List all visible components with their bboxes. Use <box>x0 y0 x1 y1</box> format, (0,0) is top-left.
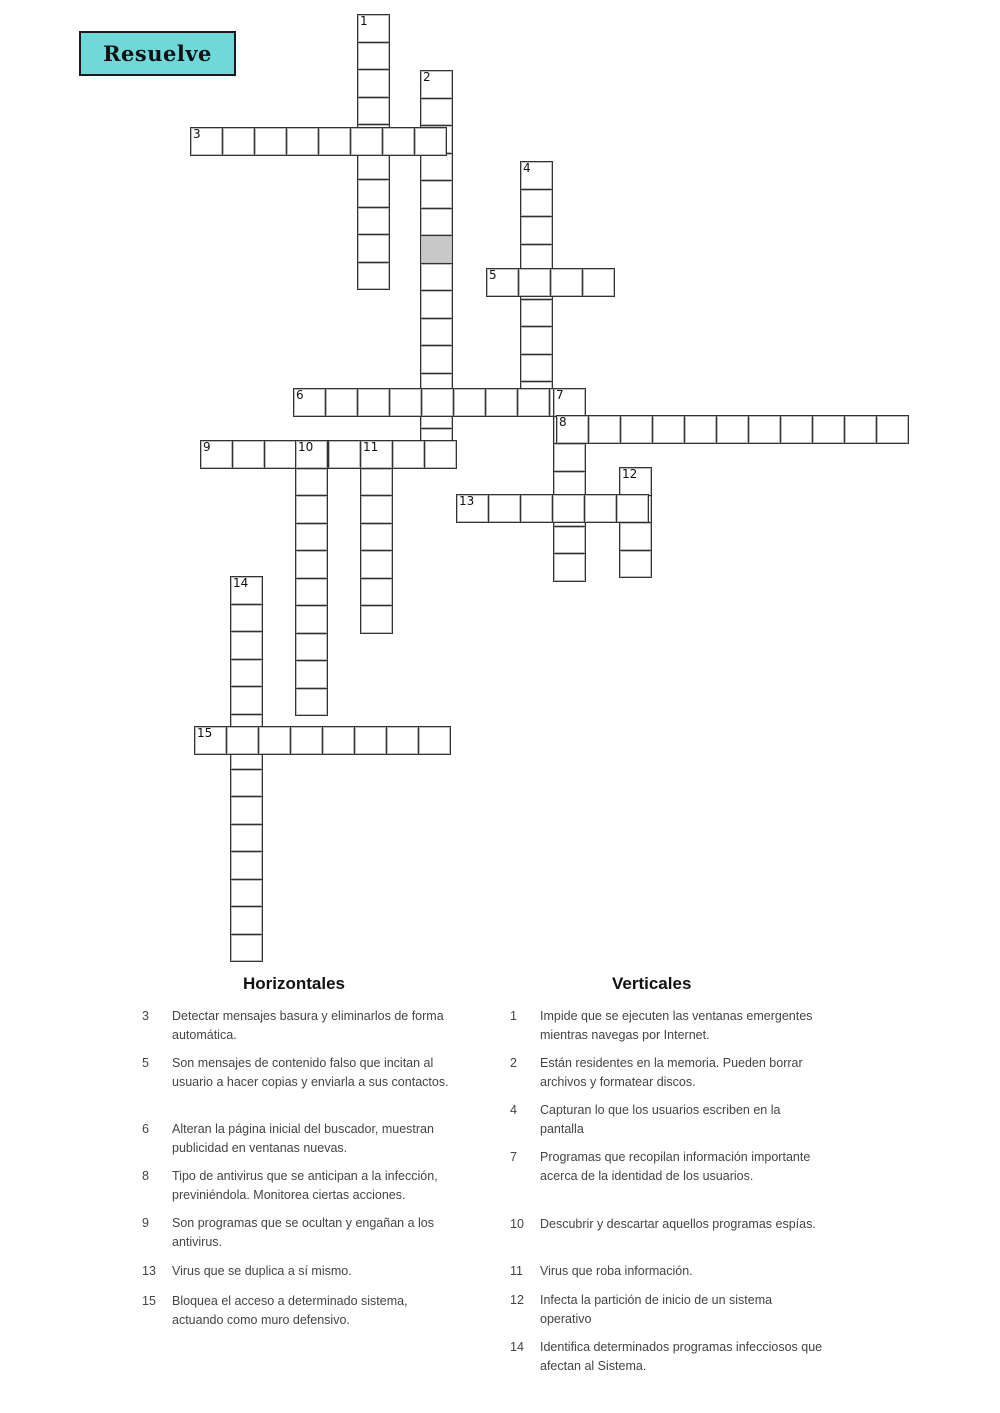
crossword-cell[interactable] <box>420 180 453 209</box>
clue-text: Descubrir y descartar aquellos programas espías. <box>540 1217 816 1231</box>
crossword-cell[interactable] <box>295 660 328 689</box>
crossword-cell[interactable] <box>414 127 447 156</box>
clue-number: 5 <box>142 1056 149 1070</box>
clue-number-label: 14 <box>233 576 249 590</box>
clue-number: 14 <box>510 1340 524 1354</box>
crossword-cell[interactable] <box>295 578 328 607</box>
clue-number: 3 <box>142 1009 149 1023</box>
crossword-cell[interactable] <box>553 526 586 555</box>
crossword-cell[interactable] <box>360 468 393 497</box>
clue-number: 11 <box>510 1264 523 1278</box>
clue-number-label: 10 <box>298 440 314 454</box>
crossword-cell[interactable] <box>552 494 585 523</box>
crossword-cell[interactable] <box>620 415 653 444</box>
crossword-cell[interactable] <box>553 553 586 582</box>
crossword-cell[interactable] <box>293 388 326 417</box>
crossword-cell[interactable] <box>230 659 263 688</box>
clue-number: 15 <box>142 1294 156 1308</box>
clue-number: 1 <box>510 1009 517 1023</box>
crossword-cell[interactable] <box>553 388 586 417</box>
clue-text: Alteran la página inicial del buscador, muestran publicidad en ventanas nuevas. <box>172 1122 434 1155</box>
crossword-cell[interactable] <box>226 726 259 755</box>
crossword-cell[interactable] <box>420 153 453 182</box>
clue-text: Capturan lo que los usuarios escriben en la pantalla <box>540 1103 781 1136</box>
crossword-cell[interactable] <box>517 388 550 417</box>
crossword-cell[interactable] <box>190 127 223 156</box>
crossword-cell[interactable] <box>360 578 393 607</box>
horizontales-heading: Horizontales <box>243 974 346 993</box>
clue-number: 10 <box>510 1217 524 1231</box>
crossword-cell[interactable] <box>652 415 685 444</box>
crossword-cell[interactable] <box>421 388 454 417</box>
clue-number: 4 <box>510 1103 517 1117</box>
clue-text: Están residentes en la memoria. Pueden borrar archivos y formatear discos. <box>540 1056 803 1089</box>
clue-number-label: 9 <box>203 440 211 454</box>
crossword-cell[interactable] <box>520 216 553 245</box>
crossword-cell[interactable] <box>389 388 422 417</box>
clue-text: Virus que se duplica a sí mismo. <box>172 1264 352 1278</box>
crossword-cell[interactable] <box>420 208 453 237</box>
crossword-cell[interactable] <box>360 523 393 552</box>
crossword-cell[interactable] <box>844 415 877 444</box>
crossword-cell[interactable] <box>194 726 227 755</box>
crossword-cell[interactable] <box>748 415 781 444</box>
crossword-cell[interactable] <box>486 268 519 297</box>
clue-number: 13 <box>142 1264 156 1278</box>
crossword-cell[interactable] <box>488 494 521 523</box>
clue-text: Infecta la partición de inicio de un sistema operativo <box>540 1293 773 1326</box>
clue-text: Son programas que se ocultan y engañan a los antivirus. <box>172 1216 434 1249</box>
crossword-cell[interactable] <box>418 726 451 755</box>
crossword-cell[interactable] <box>230 879 263 908</box>
crossword-cell[interactable] <box>295 523 328 552</box>
crossword-cell[interactable] <box>553 443 586 472</box>
clue-text: Identifica determinados programas infecciosos que afectan al Sistema. <box>540 1340 823 1373</box>
crossword-cell[interactable] <box>357 234 390 263</box>
clue-text: Programas que recopilan información importante acerca de la identidad de los usuarios. <box>540 1150 811 1183</box>
crossword-cell[interactable] <box>295 633 328 662</box>
crossword-cell[interactable] <box>420 290 453 319</box>
crossword-cell[interactable] <box>520 326 553 355</box>
crossword-cell[interactable] <box>876 415 909 444</box>
crossword-cell[interactable] <box>357 14 390 43</box>
crossword-cell[interactable] <box>619 522 652 551</box>
clue-number: 8 <box>142 1169 149 1183</box>
crossword-cell[interactable] <box>812 415 845 444</box>
crossword-cell[interactable] <box>420 263 453 292</box>
clue-number-label: 3 <box>193 127 201 141</box>
crossword-cell[interactable] <box>230 686 263 715</box>
crossword-cell[interactable] <box>295 688 328 717</box>
crossword-cell[interactable] <box>420 318 453 347</box>
crossword-cell[interactable] <box>295 550 328 579</box>
crossword-cell[interactable] <box>200 440 233 469</box>
crossword-cell[interactable] <box>264 440 297 469</box>
clue-text: Son mensajes de contenido falso que incitan al usuario a hacer copias y enviarla a sus contactos. <box>172 1056 449 1089</box>
crossword-cell[interactable] <box>357 42 390 71</box>
crossword-cell[interactable] <box>556 415 589 444</box>
clue-number: 7 <box>510 1150 517 1164</box>
crossword-cell[interactable] <box>290 726 323 755</box>
crossword-cell[interactable] <box>424 440 457 469</box>
crossword-cell[interactable] <box>456 494 489 523</box>
crossword-cell[interactable] <box>357 69 390 98</box>
crossword-cell[interactable] <box>520 189 553 218</box>
crossword-cell[interactable] <box>230 824 263 853</box>
clue-number-label: 11 <box>363 440 379 454</box>
crossword-cell[interactable] <box>295 495 328 524</box>
crossword-cell[interactable] <box>322 726 355 755</box>
crossword-cell[interactable] <box>360 495 393 524</box>
crossword-cell[interactable] <box>420 345 453 374</box>
crossword-cell[interactable] <box>716 415 749 444</box>
crossword-cell[interactable] <box>582 268 615 297</box>
crossword-cell[interactable] <box>354 726 387 755</box>
clue-number-label: 2 <box>423 70 431 84</box>
crossword-cell[interactable] <box>420 70 453 99</box>
crossword-cell[interactable] <box>230 934 263 963</box>
crossword-cell[interactable] <box>520 299 553 328</box>
crossword-cell[interactable] <box>550 268 583 297</box>
crossword-cell[interactable] <box>232 440 265 469</box>
crossword-cell[interactable] <box>520 494 553 523</box>
crossword-cell[interactable] <box>325 388 358 417</box>
clue-number-label: 15 <box>197 726 213 740</box>
crossword-cell[interactable] <box>318 127 351 156</box>
crossword-cell[interactable] <box>350 127 383 156</box>
crossword-cell[interactable] <box>254 127 287 156</box>
crossword-cell[interactable] <box>520 354 553 383</box>
crossword-cell[interactable] <box>230 851 263 880</box>
clue-number-label: 7 <box>556 388 564 402</box>
crossword-cell[interactable] <box>588 415 621 444</box>
crossword-cell[interactable] <box>520 161 553 190</box>
crossword-cell[interactable] <box>230 906 263 935</box>
crossword-cell[interactable] <box>258 726 291 755</box>
clue-text: Tipo de antivirus que se anticipan a la infección, previniéndola. Monitorea ciertas acciones. <box>172 1169 438 1202</box>
clue-number-label: 4 <box>523 161 531 175</box>
crossword-cell[interactable] <box>619 467 652 496</box>
crossword-cell[interactable] <box>357 152 390 181</box>
verticales-heading: Verticales <box>612 974 692 993</box>
crossword-cell[interactable] <box>295 605 328 634</box>
clue-number-label: 8 <box>559 415 567 429</box>
clue-text: Bloquea el acceso a determinado sistema, actuando como muro defensivo. <box>172 1294 408 1327</box>
clue-text: Virus que roba información. <box>540 1264 693 1278</box>
crossword-cell[interactable] <box>230 631 263 660</box>
clue-number: 12 <box>510 1293 524 1307</box>
crossword-cell[interactable] <box>230 769 263 798</box>
crossword-cell[interactable] <box>619 550 652 579</box>
clue-number: 9 <box>142 1216 149 1230</box>
clue-text: Impide que se ejecuten las ventanas emergentes mientras navegas por Internet. <box>540 1009 813 1042</box>
page-title: Resuelve <box>79 31 236 76</box>
crossword-cell[interactable] <box>584 494 617 523</box>
crossword-cell[interactable] <box>616 494 649 523</box>
crossword-cell[interactable] <box>360 550 393 579</box>
clue-number: 6 <box>142 1122 149 1136</box>
crossword-cell[interactable] <box>295 440 328 469</box>
crossword-cell[interactable] <box>357 262 390 291</box>
crossword-cell[interactable] <box>780 415 813 444</box>
clue-number-label: 6 <box>296 388 304 402</box>
crossword-cell[interactable] <box>357 97 390 126</box>
crossword-cell[interactable] <box>360 440 393 469</box>
crossword-cell[interactable] <box>230 576 263 605</box>
crossword-cell[interactable] <box>222 127 255 156</box>
crossword-cell[interactable] <box>386 726 419 755</box>
crossword-cell[interactable] <box>295 468 328 497</box>
crossword-cell[interactable] <box>357 207 390 236</box>
clue-number-label: 12 <box>622 467 638 481</box>
clue-number: 2 <box>510 1056 517 1070</box>
clue-number-label: 13 <box>459 494 475 508</box>
clue-number-label: 1 <box>360 14 368 28</box>
crossword-cell[interactable] <box>360 605 393 634</box>
crossword-cell[interactable] <box>230 796 263 825</box>
crossword-cell[interactable] <box>518 268 551 297</box>
crossword-cell[interactable] <box>357 388 390 417</box>
crossword-cell[interactable] <box>420 98 453 127</box>
crossword-cell[interactable] <box>392 440 425 469</box>
crossword-cell[interactable] <box>328 440 361 469</box>
clue-text: Detectar mensajes basura y eliminarlos de forma automática. <box>172 1009 444 1042</box>
crossword-cell[interactable] <box>420 235 453 264</box>
crossword-cell[interactable] <box>286 127 319 156</box>
clue-number-label: 5 <box>489 268 497 282</box>
crossword-cell[interactable] <box>485 388 518 417</box>
crossword-cell[interactable] <box>453 388 486 417</box>
crossword-cell[interactable] <box>684 415 717 444</box>
crossword-cell[interactable] <box>230 604 263 633</box>
crossword-cell[interactable] <box>382 127 415 156</box>
crossword-cell[interactable] <box>357 179 390 208</box>
